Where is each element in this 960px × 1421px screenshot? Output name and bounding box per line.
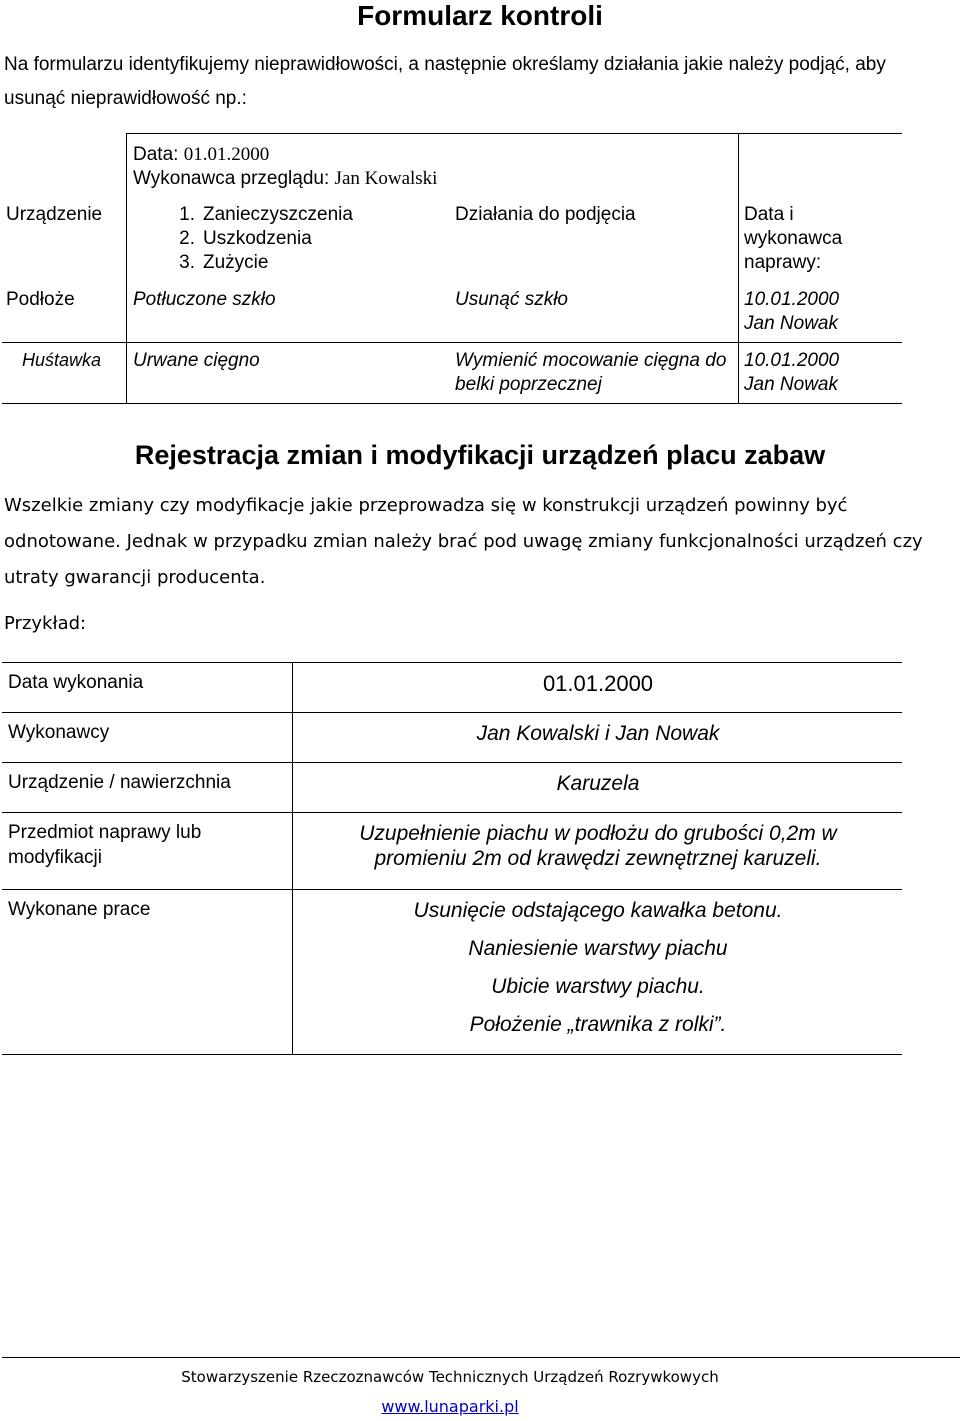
row-defect: Urwane cięgno <box>133 350 260 371</box>
defect-types-list <box>133 203 453 275</box>
works-item: Położenie „trawnika z rolki”. <box>469 1013 727 1036</box>
subject-label: Przedmiot naprawy lub modyfikacji <box>8 822 202 868</box>
device-label: Urządzenie / nawierzchnia <box>8 772 231 793</box>
defect-type-item: 1. Zanieczyszczenia <box>179 204 353 225</box>
table-rule <box>2 762 902 763</box>
defect-type-item: 2. Uszkodzenia <box>179 228 312 249</box>
col-repair-header: Data i wykonawca naprawy: <box>744 204 843 273</box>
section-title: Rejestracja zmian i modyfikacji urządzeń placu zabaw <box>134 440 826 470</box>
row-defect: Potłuczone szkło <box>133 289 276 310</box>
table-rule <box>2 1054 902 1055</box>
inspector-value: Jan Kowalski <box>334 168 438 189</box>
inspection-date: Data: 01.01.2000 <box>133 144 270 165</box>
table-rule <box>2 662 902 663</box>
row-repair-by: Jan Nowak <box>744 374 838 395</box>
works-label: Wykonane prace <box>8 899 151 920</box>
works-item: Ubicie warstwy piachu. <box>491 975 705 998</box>
row-action: Wymienić mocowanie cięgna do belki poprzecznej <box>455 350 727 395</box>
row-device: Huśtawka <box>22 350 102 370</box>
example-table <box>2 662 902 1056</box>
section-text: Wszelkie zmiany czy modyfikacje jakie przeprowadza się w konstrukcji urządzeń powinny być odnotowane. Jednak w przypadku zmian należy brać pod uwagę zmiany funkcjonalności urządzeń czy utraty gwarancji producenta. <box>4 495 923 588</box>
table-rule <box>126 133 127 404</box>
footer-organization: Stowarzyszenie Rzeczoznawców Technicznych Urządzeń Rozrywkowych <box>181 1368 719 1386</box>
inspector: Wykonawca przeglądu: Jan Kowalski <box>133 168 438 189</box>
contractors-value: Jan Kowalski i Jan Nowak <box>476 722 720 745</box>
intro-text: Na formularzu identyfikujemy nieprawidłowości, a następnie określamy działania jakie należy podjąć, aby usunąć nieprawidłowość np.: <box>4 54 886 109</box>
table-rule <box>292 662 293 1055</box>
works-item: Usunięcie odstającego kawałka betonu. <box>413 899 783 922</box>
inspection-date-value: 01.01.2000 <box>183 144 270 165</box>
device-value: Karuzela <box>556 772 640 795</box>
col-actions-header: Działania do podjęcia <box>455 204 636 225</box>
table-rule <box>2 342 902 343</box>
subject-value: Uzupełnienie piachu w podłożu do grubości 0,2m w promieniu 2m od krawędzi zewnętrznej karuzeli. <box>359 822 837 870</box>
table-rule <box>2 403 902 404</box>
table-rule <box>126 133 902 134</box>
defect-type-item: 3. Zużycie <box>179 252 269 273</box>
works-item: Naniesienie warstwy piachu <box>468 937 728 960</box>
row-action: Usunąć szkło <box>455 289 568 310</box>
date-label: Data wykonania <box>8 672 144 693</box>
footer-divider <box>2 1357 960 1358</box>
row-repair-by: Jan Nowak <box>744 313 838 334</box>
row-device: Podłoże <box>6 289 75 310</box>
footer-website-link[interactable]: www.lunaparki.pl <box>381 1397 519 1416</box>
table-rule <box>2 889 902 890</box>
table-rule <box>2 712 902 713</box>
table-rule <box>2 812 902 813</box>
table-rule <box>738 133 739 404</box>
col-device-header: Urządzenie <box>6 204 103 225</box>
control-table <box>2 133 902 405</box>
example-label: Przykład: <box>4 613 87 634</box>
contractors-label: Wykonawcy <box>8 722 110 743</box>
date-value: 01.01.2000 <box>542 671 654 696</box>
row-repair-date: 10.01.2000 <box>744 350 840 371</box>
row-repair-date: 10.01.2000 <box>744 289 840 310</box>
page-title: Formularz kontroli <box>357 0 603 31</box>
